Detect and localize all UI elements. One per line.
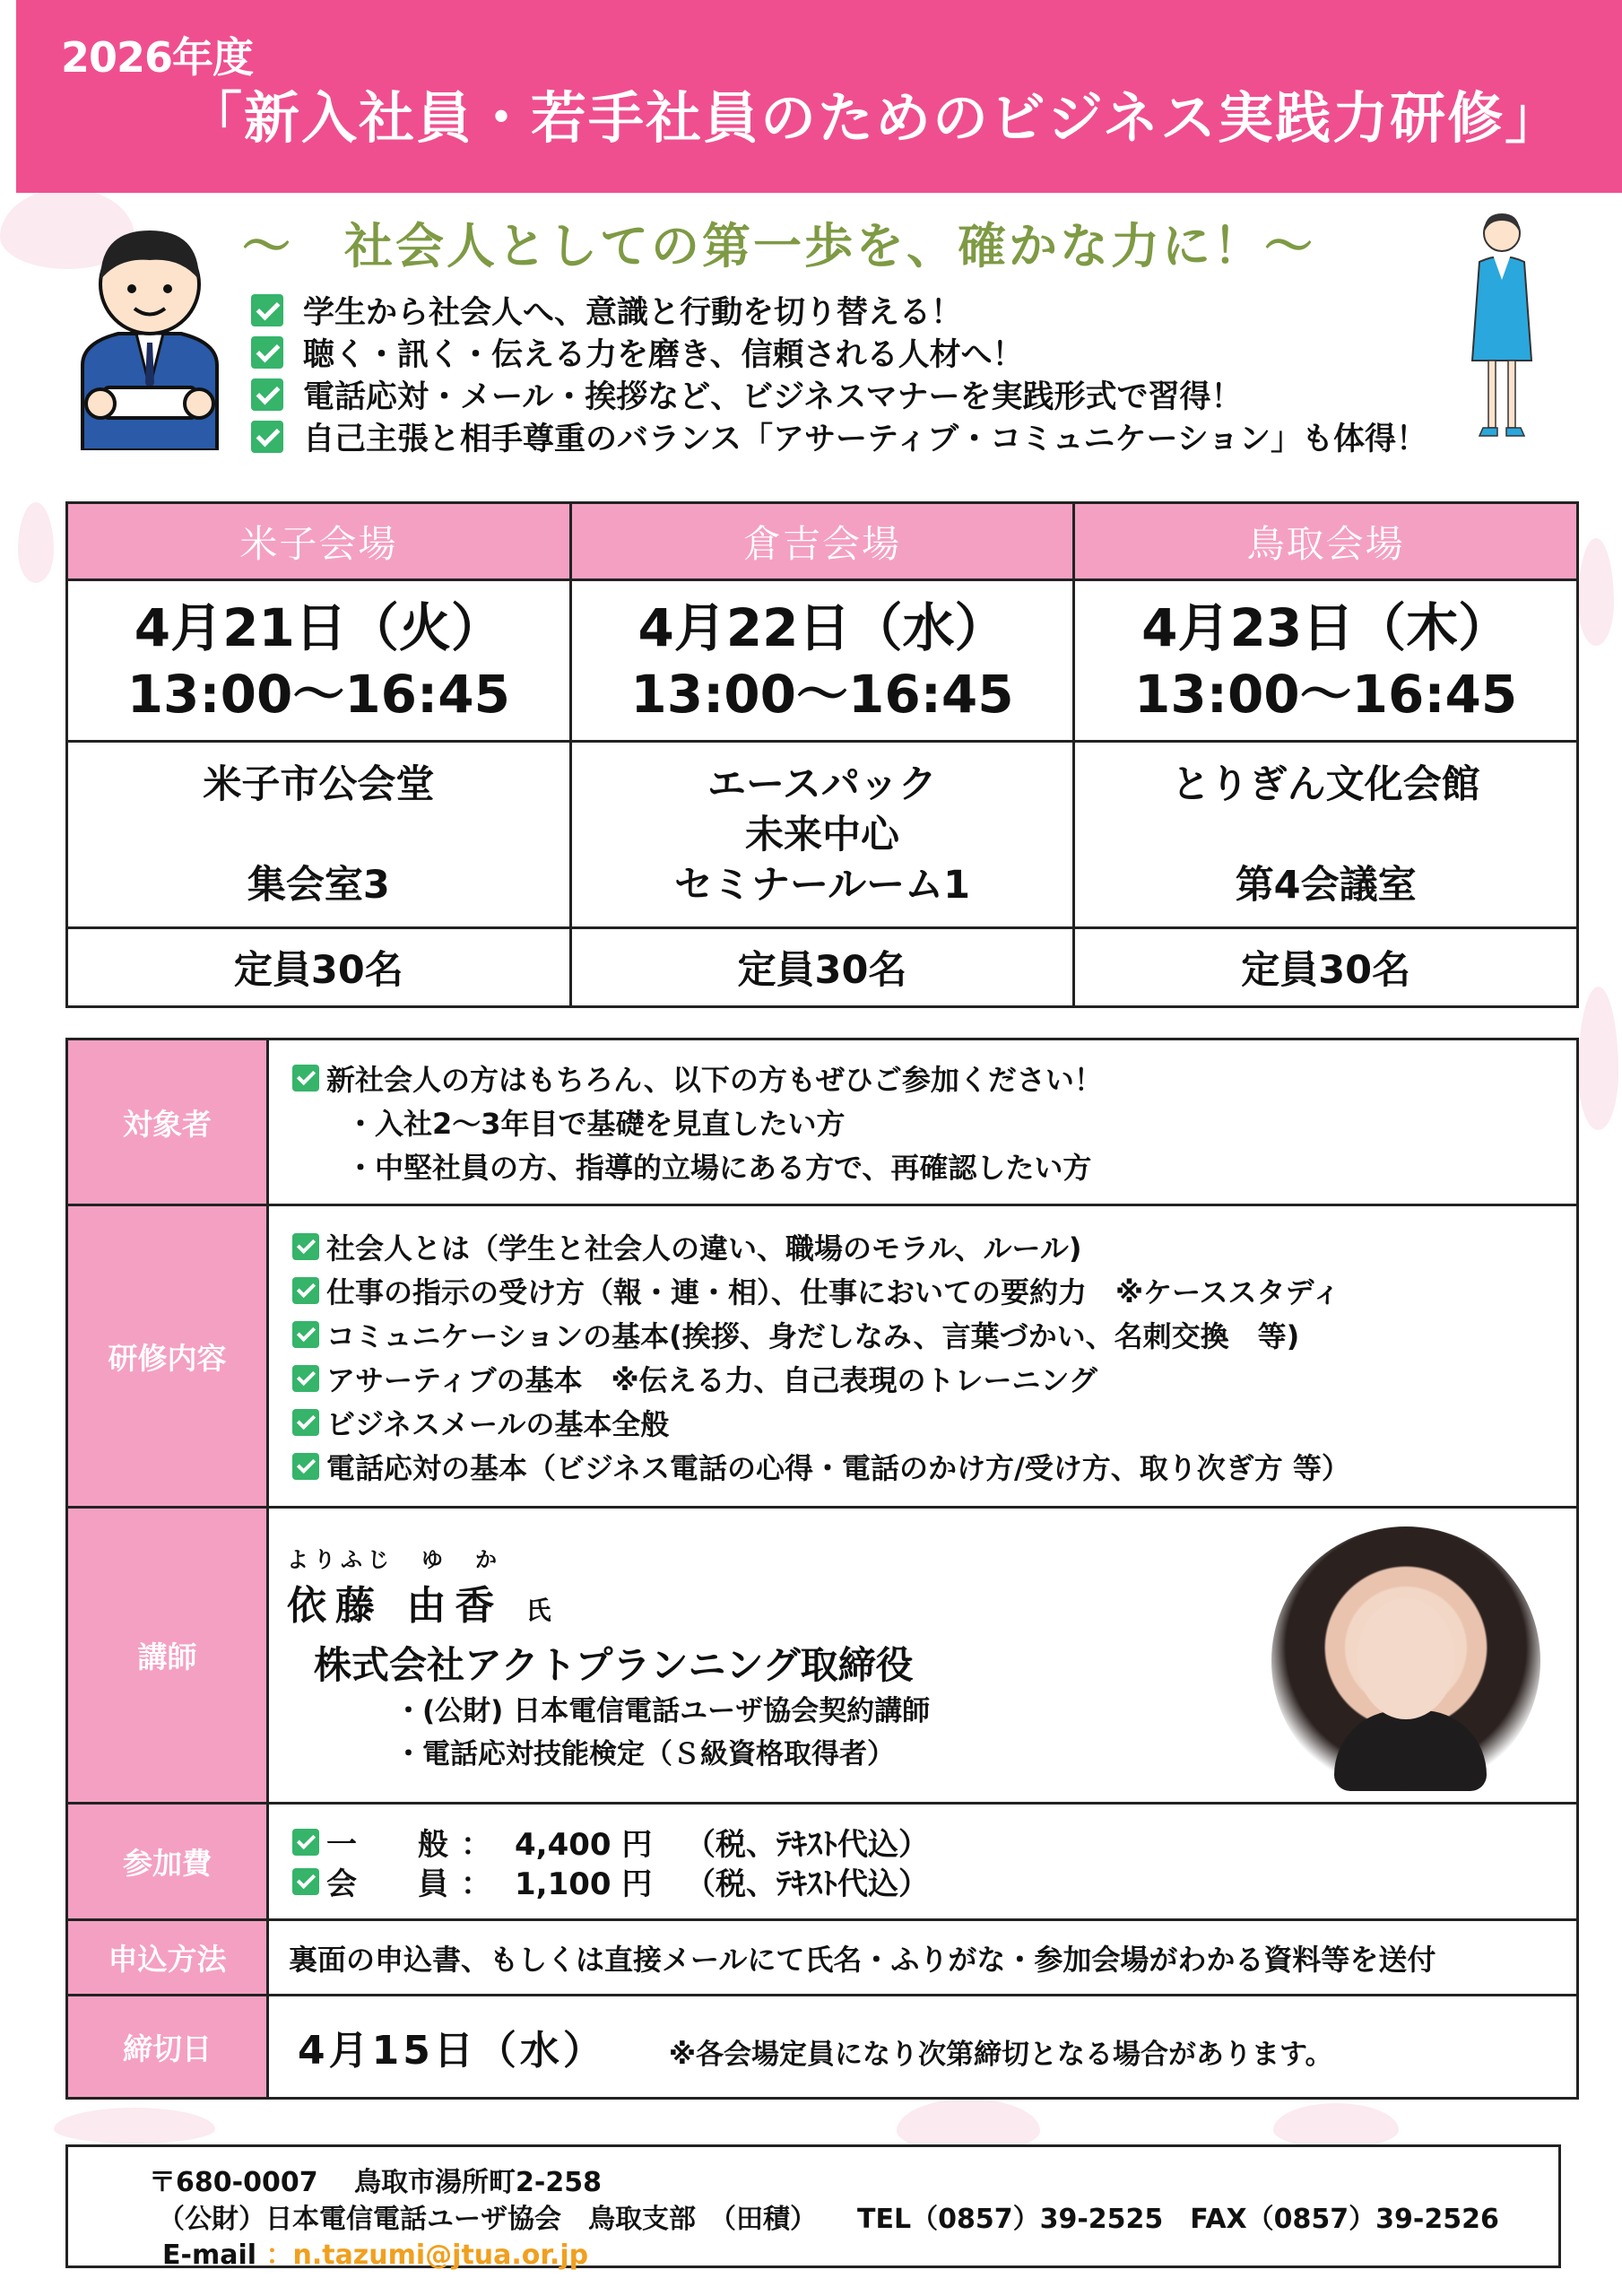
key-point xyxy=(251,289,1427,331)
checkbox-icon xyxy=(292,1277,319,1304)
venue-schedule-table xyxy=(65,501,1579,1008)
content-item xyxy=(292,1444,1576,1488)
venue-place-line xyxy=(68,810,569,860)
content-item xyxy=(292,1312,1576,1356)
checkbox-icon xyxy=(251,421,283,453)
header-year: 2026年度 xyxy=(61,33,254,82)
fee-note: （税、ﾃｷｽﾄ代込） xyxy=(685,1866,929,1902)
key-point-text: 聴く・訊く・伝える力を磨き、信頼される人材へ！ xyxy=(303,336,1024,373)
content-item xyxy=(292,1224,1576,1268)
checkbox-icon xyxy=(292,1365,319,1392)
target-content xyxy=(268,1039,1578,1205)
lecturer-photo xyxy=(1271,1526,1540,1796)
venue-capacity: 定員30名 xyxy=(1074,928,1578,1007)
page-title: 「新入社員・若手社員のためのビジネス実践力研修」 xyxy=(186,85,1563,151)
deadline-label: 締切日 xyxy=(67,1996,268,2099)
target-label: 対象者 xyxy=(67,1039,268,1205)
businesswoman-illustration xyxy=(1453,208,1551,450)
lecturer-company: 株式会社アクトプランニング取締役 xyxy=(314,1643,914,1687)
venue-date: 4月23日（木） xyxy=(1141,596,1511,658)
fee-separator: ： xyxy=(461,1827,491,1863)
content-item-text: ビジネスメールの基本全般 xyxy=(326,1406,670,1441)
content-item-text: コミュニケーションの基本(挨拶、身だしなみ、言葉づかい、名刺交換 等) xyxy=(326,1318,1300,1353)
key-points-list xyxy=(251,289,1427,457)
venue-name: 鳥取会場 xyxy=(1074,503,1578,580)
fee-row xyxy=(292,1862,1576,1901)
venue-place-line: 集会室3 xyxy=(247,862,390,908)
venue-datetime xyxy=(570,580,1074,742)
lecturer-name: 依藤 由香 xyxy=(287,1583,504,1629)
checkbox-icon xyxy=(292,1233,319,1260)
venue-place-line: 未来中心 xyxy=(744,812,899,857)
venue-name: 米子会場 xyxy=(67,503,571,580)
content-item-text: アサーティブの基本 ※伝える力、自己表現のトレーニング xyxy=(326,1362,1097,1397)
content-item-text: 社会人とは（学生と社会人の違い、職場のモラル、ルール) xyxy=(326,1231,1082,1265)
venue-place-line: とりぎん文化会館 xyxy=(1171,761,1480,807)
venue-datetime xyxy=(1074,580,1578,742)
content-item xyxy=(292,1356,1576,1400)
footer-fax: FAX（0857）39-2526 xyxy=(1190,2204,1499,2235)
footer-org: （公財）日本電信電話ユーザ協会 鳥取支部 （田積） xyxy=(158,2204,803,2235)
apply-text: 裏面の申込書、もしくは直接メールにて氏名・ふりがな・参加会場がわかる資料等を送付 xyxy=(268,1920,1578,1996)
content-item xyxy=(292,1400,1576,1444)
apply-label: 申込方法 xyxy=(67,1920,268,1996)
email-link[interactable]: ：n.tazumi@jtua.or.jp xyxy=(265,2239,589,2271)
venue-place-line: セミナールーム1 xyxy=(673,862,971,908)
petal-decoration xyxy=(1578,538,1614,646)
lecturer-title: ・電話応対技能検定（Ｓ級資格取得者） xyxy=(395,1738,895,1770)
venue-place xyxy=(570,742,1074,928)
header-banner xyxy=(16,0,1622,193)
target-item: ・入社2～3年目で基礎を見直したい方 xyxy=(346,1107,846,1141)
checkbox-icon xyxy=(251,294,283,326)
venue-place-line xyxy=(1075,810,1576,860)
checkbox-icon xyxy=(292,1065,319,1091)
venue-name: 倉吉会場 xyxy=(570,503,1074,580)
petal-decoration xyxy=(18,502,54,583)
checkbox-icon xyxy=(292,1868,319,1895)
fee-amount: 4,400 円 xyxy=(515,1827,653,1863)
venue-time: 13:00～16:45 xyxy=(126,663,510,725)
key-point-text: 学生から社会人へ、意識と行動を切り替える！ xyxy=(303,294,963,331)
venue-place-line: 米子市公会堂 xyxy=(203,761,435,807)
footer-address: 〒680-0007 鳥取市湯所町2-258 xyxy=(149,2167,602,2198)
venue-place-line: 第4会議室 xyxy=(1235,862,1417,908)
content-item-text: 電話応対の基本（ビジネス電話の心得・電話のかけ方/受け方、取り次ぎ方 等） xyxy=(326,1450,1350,1485)
fee-label: 参加費 xyxy=(67,1804,268,1920)
petal-decoration xyxy=(1273,2103,1399,2148)
key-point-text: 自己主張と相手尊重のバランス「アサーティブ・コミュニケーション」も体得！ xyxy=(303,421,1428,457)
venue-time: 13:00～16:45 xyxy=(630,663,1014,725)
fee-note: （税、ﾃｷｽﾄ代込） xyxy=(685,1827,929,1863)
fee-kind: 会 員 xyxy=(326,1866,448,1902)
deadline-content xyxy=(268,1996,1578,2099)
venue-date: 4月21日（火） xyxy=(134,596,503,658)
venue-time: 13:00～16:45 xyxy=(1134,663,1518,725)
checkbox-icon xyxy=(251,378,283,411)
venue-place-line: エースパック xyxy=(707,761,937,807)
key-point xyxy=(251,415,1427,457)
key-point xyxy=(251,331,1427,373)
fee-content xyxy=(268,1804,1578,1920)
lecturer-title: ・(公財) 日本電信電話ユーザ協会契約講師 xyxy=(395,1695,931,1727)
content-label: 研修内容 xyxy=(67,1205,268,1508)
key-point-text: 電話応対・メール・挨拶など、ビジネスマナーを実践形式で習得！ xyxy=(303,378,1243,415)
target-item: ・中堅社員の方、指導的立場にある方で、再確認したい方 xyxy=(346,1151,1092,1185)
checkbox-icon xyxy=(251,336,283,369)
catchphrase: ～ 社会人としての第一歩を、確かな力に！～ xyxy=(242,217,1315,274)
venue-capacity: 定員30名 xyxy=(67,928,571,1007)
checkbox-icon xyxy=(292,1321,319,1348)
content-item-text: 仕事の指示の受け方（報・連・相）、仕事においての要約力 ※ケーススタディ xyxy=(326,1274,1340,1309)
footer-email-line xyxy=(162,2232,588,2272)
venue-capacity: 定員30名 xyxy=(570,928,1074,1007)
lecturer-content xyxy=(268,1508,1578,1804)
deadline-date: 4月15日（水） xyxy=(298,2028,606,2074)
venue-datetime xyxy=(67,580,571,742)
petal-decoration xyxy=(1578,987,1618,1130)
lecturer-ruby: よりふじ ゆ か xyxy=(287,1547,502,1572)
checkbox-icon xyxy=(292,1409,319,1436)
venue-place xyxy=(67,742,571,928)
deadline-note: ※各会場定員になり次第締切となる場合があります。 xyxy=(668,2039,1333,2071)
checkbox-icon xyxy=(292,1453,319,1480)
fee-kind: 一 般 xyxy=(326,1827,448,1863)
target-lead-text: 新社会人の方はもちろん、以下の方もぜひご参加ください！ xyxy=(326,1063,1103,1097)
lecturer-label: 講師 xyxy=(67,1508,268,1804)
contact-footer xyxy=(65,2144,1561,2271)
footer-org-line xyxy=(158,2196,1499,2236)
lecturer-honorific: 氏 xyxy=(525,1596,551,1625)
venue-place xyxy=(1074,742,1578,928)
checkbox-icon xyxy=(292,1829,319,1856)
content-item xyxy=(292,1268,1576,1312)
key-point xyxy=(251,373,1427,415)
training-info-table xyxy=(65,1038,1579,2100)
fee-amount: 1,100 円 xyxy=(515,1866,653,1902)
fee-separator: ： xyxy=(461,1866,491,1902)
businessman-illustration xyxy=(65,208,235,450)
petal-decoration xyxy=(54,2108,215,2144)
target-lead xyxy=(292,1057,1576,1100)
footer-tel: TEL（0857）39-2525 xyxy=(857,2204,1164,2235)
footer-email-label: E-mail xyxy=(162,2239,257,2271)
venue-date: 4月22日（水） xyxy=(638,596,1007,658)
content-list xyxy=(268,1205,1578,1508)
fee-row xyxy=(292,1822,1576,1862)
